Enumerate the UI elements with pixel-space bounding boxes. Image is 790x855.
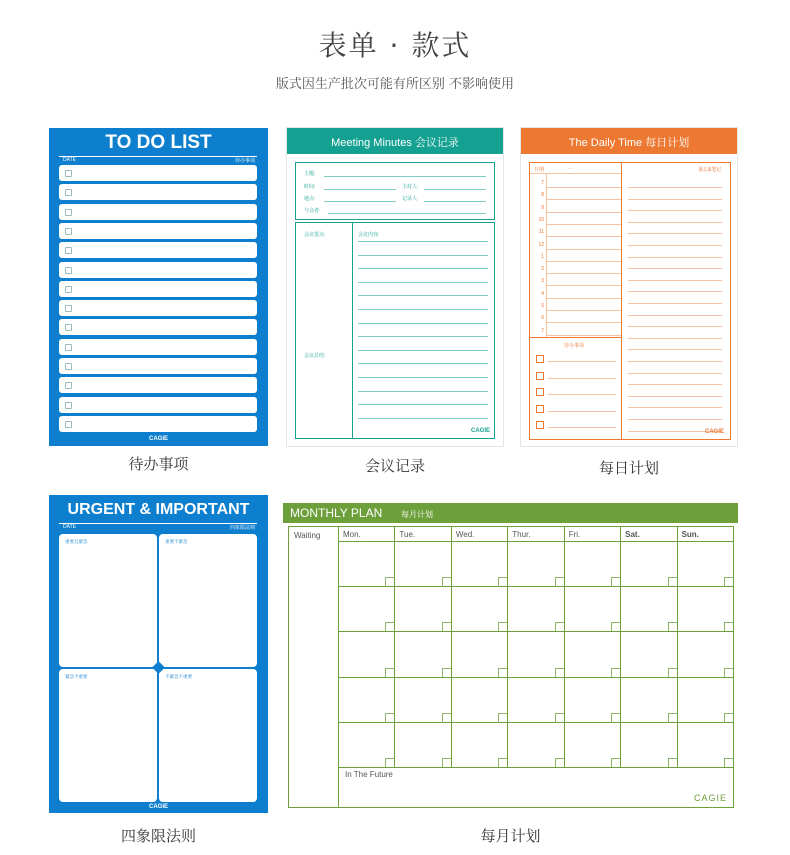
monthly-day-cell[interactable] [442,713,451,722]
daily-caption: 每日计划 [598,459,659,477]
daily-hour-label: 8 [541,192,544,199]
todo-checkbox[interactable] [65,305,72,312]
monthly-day-cell[interactable] [498,713,507,722]
monthly-day-cell[interactable] [724,668,733,677]
monthly-day-cell[interactable] [611,668,620,677]
daily-todo-line [548,427,616,428]
todo-row[interactable] [59,262,257,278]
daily-hour-label: 5 [541,303,544,309]
daily-todo-checkbox[interactable] [536,355,544,363]
monthly-row-line [338,586,733,587]
monthly-plan-form[interactable] [283,503,738,814]
monthly-day-cell[interactable] [385,713,394,722]
meeting-caption: 会议记录 [364,457,425,475]
monthly-col-line [620,527,621,767]
todo-row[interactable] [59,416,257,432]
todo-row[interactable] [59,223,257,239]
monthly-day-cell[interactable] [385,622,394,631]
monthly-day-cell[interactable] [555,713,564,722]
daily-notes-line [628,280,722,281]
daily-header-bar [521,128,737,154]
monthly-header-bar [283,503,738,523]
monthly-waiting-label: Waiting [294,531,321,540]
urgent-date-label: DATE [63,524,76,530]
daily-hour-line [546,261,621,262]
daily-notes-line [628,268,722,269]
daily-todo-checkbox[interactable] [536,388,544,396]
monthly-day-cell[interactable] [668,713,677,722]
monthly-day-cell[interactable] [668,622,677,631]
meeting-place-label: 地点: [304,196,316,202]
monthly-day-cell[interactable] [498,758,507,767]
meeting-content-line [358,323,488,324]
monthly-col-line [394,527,395,767]
meeting-header-bar [287,128,503,154]
daily-todo-line [548,378,616,379]
monthly-col-line [677,527,678,767]
daily-notes-line [628,349,722,350]
todo-checkbox[interactable] [65,402,72,409]
daily-notes-line [628,419,722,420]
daily-notes-line [628,407,722,408]
monthly-day-header: Thur. [512,530,531,539]
quadrant-not-urgent-not-important[interactable] [159,669,257,802]
todo-row[interactable] [59,319,257,335]
monthly-day-cell[interactable] [442,622,451,631]
daily-time-form[interactable] [521,128,737,446]
urgent-important-form[interactable] [49,495,268,813]
daily-todo-line [548,361,616,362]
daily-notes-line [628,187,722,188]
meeting-recorder-label: 记录人: [402,196,419,202]
monthly-day-cell[interactable] [385,758,394,767]
monthly-col-line [564,527,565,767]
monthly-day-cell[interactable] [555,758,564,767]
monthly-grid-box [288,526,734,808]
page-subtitle: 版式因生产批次可能有所区别 不影响使用 [275,77,515,92]
monthly-day-cell[interactable] [668,668,677,677]
monthly-day-cell[interactable] [555,668,564,677]
meeting-content-line [358,391,488,392]
meeting-host-label: 主持人: [402,184,419,190]
meeting-brand: CAGIE [470,428,490,434]
daily-notes-label: 备忘&笔记 [698,167,722,173]
daily-hour-line [546,285,621,286]
daily-notes-line [628,233,722,234]
daily-hour-line [546,199,621,200]
meeting-content-line [358,336,488,337]
monthly-row-line [338,677,733,678]
todo-checkbox[interactable] [65,189,72,196]
daily-hour-label: 1 [541,253,544,260]
daily-hour-line [546,322,621,323]
todo-checkbox[interactable] [65,363,72,370]
monthly-day-cell[interactable] [611,713,620,722]
daily-notes-line [628,210,722,211]
meeting-content-line [358,255,488,256]
monthly-day-cell[interactable] [555,622,564,631]
todo-checkbox[interactable] [65,209,72,216]
daily-notes-line [628,338,722,339]
daily-hour-line [546,212,621,213]
daily-notes-line [628,361,722,362]
monthly-caption: 每月计划 [480,827,541,845]
daily-notes-line [628,257,722,258]
q4-label: 不紧急不重要 [165,674,192,679]
todo-row[interactable] [59,358,257,374]
todo-checkbox[interactable] [65,382,72,389]
daily-hour-label: 7 [541,180,544,186]
daily-notes-line [628,199,722,200]
daily-todo-checkbox[interactable] [536,421,544,429]
daily-hour-label: 9 [541,204,544,211]
urgent-right-label: 四象限法则 [229,525,255,531]
monthly-col-line [507,527,508,767]
todo-row[interactable] [59,184,257,200]
todo-row[interactable] [59,242,257,258]
todo-row[interactable] [59,339,257,355]
todo-checkbox[interactable] [65,286,72,293]
monthly-brand: CAGIE [693,793,727,803]
todo-list-form[interactable] [49,128,268,446]
monthly-day-header: Mon. [343,530,361,539]
meeting-content-line [358,309,488,310]
meeting-content-line [358,418,488,419]
monthly-day-cell[interactable] [385,668,394,677]
todo-checkbox[interactable] [65,170,72,177]
daily-body-box [529,162,731,440]
daily-hour-line [546,273,621,274]
monthly-col-line [451,527,452,767]
meeting-content-line [358,404,488,405]
daily-hour-line [546,298,621,299]
quadrant-important-not-urgent[interactable] [159,534,257,667]
meeting-minutes-form[interactable] [287,128,503,446]
urgent-brand: CAGIE [148,804,168,810]
monthly-day-cell[interactable] [442,668,451,677]
daily-notes-line [628,384,722,385]
monthly-day-cell[interactable] [442,577,451,586]
todo-row[interactable] [59,397,257,413]
daily-date-sep: · · [568,166,573,172]
todo-row[interactable] [59,281,257,297]
meeting-decisions-label: 会议总结: [304,353,326,359]
todo-title: TO DO LIST [105,132,212,153]
urgent-title: URGENT & IMPORTANT [67,501,250,518]
meeting-content-line [358,377,488,378]
todo-row[interactable] [59,377,257,393]
daily-todo-label: 待办事项 [564,343,585,349]
monthly-day-header: Sat. [625,530,640,539]
daily-hour-label: 2 [541,266,544,273]
monthly-day-cell[interactable] [724,713,733,722]
meeting-topic-label: 主题: [304,171,316,177]
quadrant-urgent-not-important[interactable] [59,669,157,802]
daily-notes-line [628,315,722,316]
todo-row[interactable] [59,165,257,181]
meeting-content-label: 会议内容: [358,232,380,238]
todo-checkbox[interactable] [65,267,72,274]
meeting-content-line [358,282,488,283]
daily-brand: CAGIE [704,429,724,435]
monthly-day-header: Fri. [568,530,581,539]
daily-hour-line [546,187,621,188]
daily-hour-line [546,224,621,225]
monthly-future-label: In The Future [345,770,393,779]
todo-checkbox[interactable] [65,247,72,254]
daily-hour-label: 7 [541,327,544,334]
monthly-title-cn: 每月计划 [401,510,433,519]
monthly-day-cell[interactable] [611,622,620,631]
monthly-day-cell[interactable] [611,758,620,767]
daily-notes-line [628,245,722,246]
monthly-day-header: Sun. [681,530,699,539]
daily-hour-line [546,335,621,336]
todo-checkbox[interactable] [65,228,72,235]
monthly-day-cell[interactable] [498,622,507,631]
meeting-content-line [358,363,488,364]
daily-hour-label: 3 [541,278,544,285]
daily-hour-label: 10 [538,216,544,223]
monthly-day-cell[interactable] [442,758,451,767]
daily-hour-label: 11 [538,229,544,236]
todo-checkbox[interactable] [65,344,72,351]
daily-notes-line [628,396,722,397]
q1-label: 重要且紧急 [65,539,88,544]
todo-date-label: DATE [63,157,76,163]
daily-notes-line [628,222,722,223]
todo-caption: 待办事项 [128,455,189,473]
urgent-date-line [59,523,257,531]
monthly-title: MONTHLY PLAN [290,506,383,520]
daily-hour-line [546,249,621,250]
meeting-attendees-label: 与会者: [304,208,321,214]
monthly-day-header: Tue. [399,530,416,539]
monthly-day-cell[interactable] [724,758,733,767]
daily-bar-title: The Daily Time 每日计划 [568,137,690,149]
daily-todo-line [548,394,616,395]
q2-label: 重要不紧急 [165,539,188,544]
todo-brand: CAGIE [148,436,168,442]
todo-right-label: 待办事项 [234,158,255,164]
daily-todo-checkbox[interactable] [536,405,544,413]
monthly-day-cell[interactable] [724,622,733,631]
meeting-content-line [358,268,488,269]
meeting-content-line [358,295,488,296]
daily-todo-line [548,411,616,412]
monthly-day-cell[interactable] [555,577,564,586]
daily-hour-line [546,310,621,311]
daily-hour-label: 6 [541,315,544,322]
q3-label: 紧急不重要 [65,674,88,679]
daily-hour-line [546,236,621,237]
monthly-day-cell[interactable] [611,577,620,586]
meeting-time-label: 时间: [304,184,316,190]
todo-date-line [59,156,257,164]
daily-todo-checkbox[interactable] [536,372,544,380]
monthly-day-cell[interactable] [385,577,394,586]
monthly-day-header: Wed. [455,530,475,539]
daily-notes-line [628,326,722,327]
meeting-body-box [295,222,495,439]
daily-notes-line [628,303,722,304]
meeting-content-line [358,350,488,351]
daily-notes-line [628,291,722,292]
meeting-keypoints-label: 会议要点: [304,232,326,238]
monthly-day-cell[interactable] [498,668,507,677]
daily-hour-label: 12 [538,241,544,248]
monthly-row-line [338,631,733,632]
monthly-day-cell[interactable] [498,577,507,586]
daily-date-label: 日期 [534,167,545,173]
meeting-bar-title: Meeting Minutes 会议记录 [331,137,459,149]
meeting-info-box [295,162,495,220]
todo-checkbox[interactable] [65,421,72,428]
todo-checkbox[interactable] [65,324,72,331]
monthly-row-line [338,722,733,723]
page-title: 表单 · 款式 [318,29,472,62]
daily-notes-line [628,373,722,374]
urgent-caption: 四象限法则 [120,827,196,845]
monthly-day-cell[interactable] [668,758,677,767]
daily-hour-label: 4 [541,290,544,297]
todo-row[interactable] [59,204,257,220]
todo-row[interactable] [59,300,257,316]
meeting-content-line [358,241,488,242]
monthly-day-cell[interactable] [724,577,733,586]
quadrant-urgent-important[interactable] [59,534,157,667]
monthly-day-cell[interactable] [668,577,677,586]
